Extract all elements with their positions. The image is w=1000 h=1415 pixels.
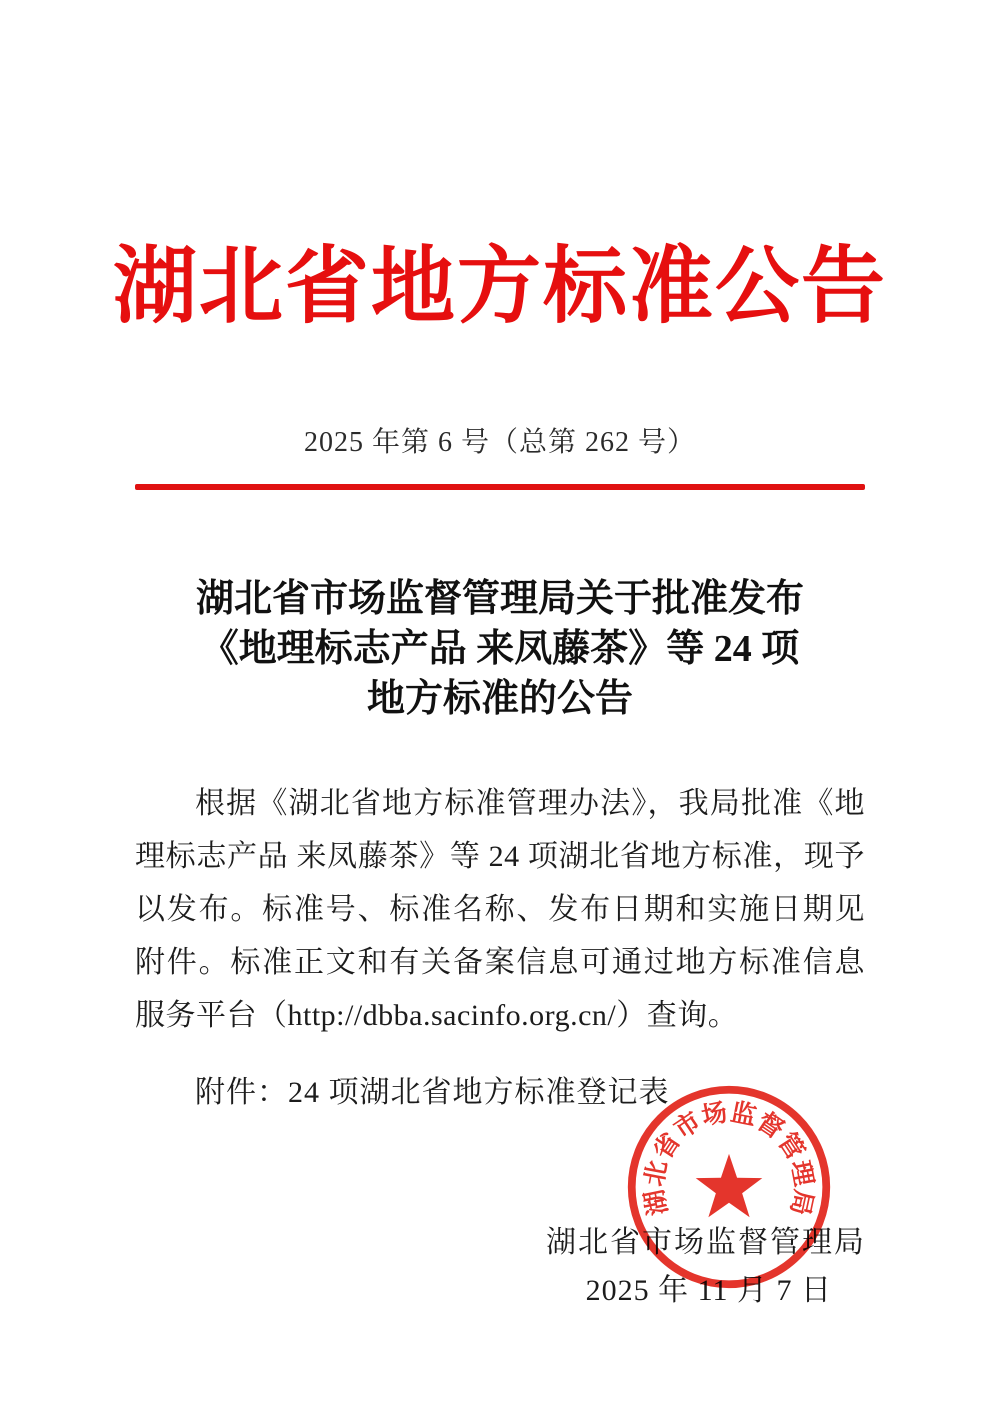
seal-arc-char: 管 bbox=[772, 1128, 810, 1165]
signature-date: 2025 年 11 月 7 日 bbox=[585, 1274, 832, 1307]
notice-title-line-2: 《地理标志产品 来凤藤茶》等 24 项 bbox=[200, 628, 800, 670]
notice-title-line-1: 湖北省市场监督管理局关于批准发布 bbox=[195, 578, 804, 620]
masthead-title: 湖北省地方标准公告 bbox=[112, 241, 887, 334]
seal-arc-char: 省 bbox=[648, 1128, 686, 1165]
seal-arc-char: 督 bbox=[752, 1107, 789, 1145]
notice-title-line-3: 地方标准的公告 bbox=[366, 678, 633, 720]
seal-arc-char: 局 bbox=[784, 1187, 818, 1218]
red-star-icon bbox=[696, 1154, 763, 1217]
official-seal bbox=[622, 1080, 836, 1294]
masthead-divider-rule bbox=[135, 484, 865, 490]
signature-agency-name: 湖北省市场监督管理局 bbox=[546, 1226, 866, 1259]
seal-arc-char: 北 bbox=[640, 1158, 673, 1189]
seal-arc-char: 理 bbox=[785, 1158, 818, 1189]
seal-arc-char: 场 bbox=[699, 1098, 730, 1131]
notice-body-paragraph: 根据《湖北省地方标准管理办法》，我局批准《地理标志产品 来凤藤茶》等 24 项湖北省地方标准，现予以发布。标准号、标准名称、发布日期和实施日期见附件。标准正文和有关备案信息可通过地方标准信息服务平台（http://dbba.sacinfo.org.cn/）查询。 bbox=[135, 787, 865, 1032]
seal-arc-char: 湖 bbox=[640, 1187, 674, 1218]
attachment-reference: 附件：24 项湖北省地方标准登记表 bbox=[195, 1076, 670, 1109]
seal-arc-char: 监 bbox=[728, 1098, 759, 1131]
seal-arc-char: 市 bbox=[669, 1107, 706, 1145]
issue-number: 2025 年第 6 号（总第 262 号） bbox=[303, 427, 696, 458]
notice-title bbox=[100, 574, 900, 724]
